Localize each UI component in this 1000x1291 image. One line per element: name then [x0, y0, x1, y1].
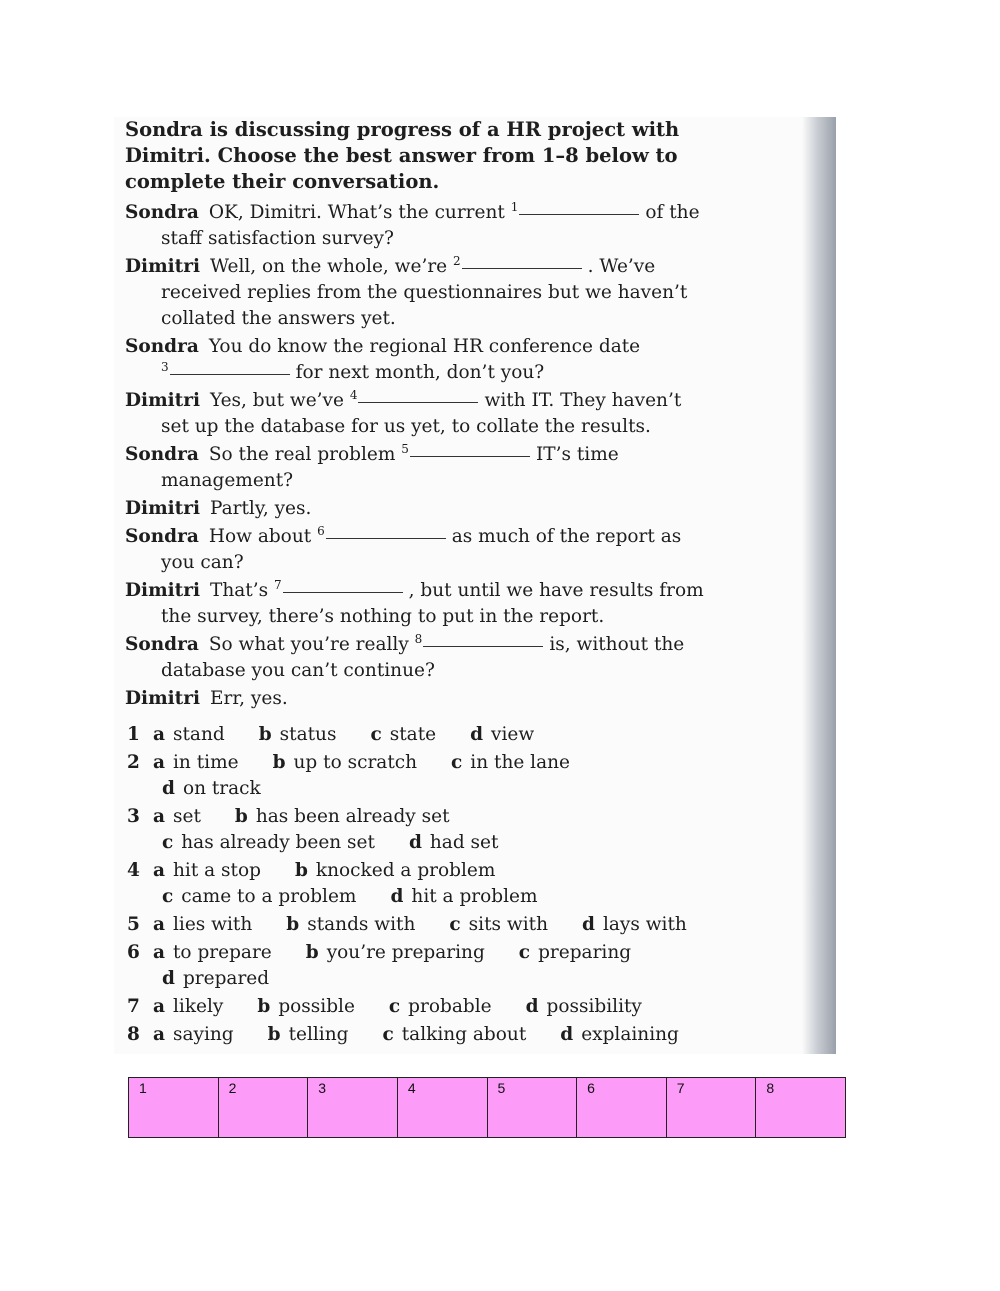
answer-gap[interactable]: [423, 645, 543, 647]
option-row-5: 5 a lies with b stands with c sits with d lays with: [127, 914, 687, 935]
choice-a[interactable]: a stand: [153, 724, 225, 745]
choice-a[interactable]: a hit a stop: [153, 860, 261, 881]
choice-b[interactable]: b you’re preparing: [305, 942, 485, 963]
option-row-3: 3 a set b has been already set c has already been set d had set: [127, 806, 499, 853]
speaker-name: Dimitri: [125, 390, 200, 411]
gap-number: 4: [349, 388, 358, 402]
choice-d[interactable]: d prepared: [162, 968, 270, 989]
gap-number: 7: [273, 578, 282, 592]
answer-cell-7[interactable]: [666, 1078, 756, 1138]
speaker-name: Sondra: [125, 634, 199, 655]
option-row-4: 4 a hit a stop b knocked a problem c came to a problem d hit a problem: [127, 860, 538, 907]
answer-table: [128, 1077, 846, 1138]
choice-c[interactable]: c state: [370, 724, 437, 745]
answer-cell-label: 1: [139, 1080, 147, 1096]
answer-gap[interactable]: [519, 213, 639, 215]
choice-b[interactable]: b stands with: [286, 914, 416, 935]
option-row-8: 8 a saying b telling c talking about d explaining: [127, 1024, 679, 1045]
speaker-name: Sondra: [125, 526, 199, 547]
choice-a[interactable]: a set: [153, 806, 201, 827]
option-row-1: 1 a stand b status c state d view: [127, 724, 535, 745]
answer-cell-1[interactable]: [129, 1078, 219, 1138]
choice-d[interactable]: d had set: [408, 832, 499, 853]
choice-d[interactable]: d on track: [162, 778, 261, 799]
answer-cell-label: 8: [766, 1080, 775, 1096]
dialogue-turn: Sondra How about $^6$ as much of the report as you can?: [125, 524, 682, 573]
choice-d[interactable]: d possibility: [525, 996, 642, 1017]
speaker-name: Dimitri: [125, 580, 200, 601]
answer-cell-label: 2: [228, 1080, 237, 1096]
choice-b[interactable]: b has been already set: [234, 806, 450, 827]
choice-a[interactable]: a in time: [153, 752, 239, 773]
answer-gap[interactable]: [283, 591, 403, 593]
choice-a[interactable]: a likely: [153, 996, 224, 1017]
answer-cell-5[interactable]: [487, 1078, 577, 1138]
instructions-line: Sondra is discussing progress of a HR project with: [125, 118, 680, 141]
gap-number: 1: [510, 200, 519, 214]
choice-c[interactable]: c came to a problem: [162, 886, 357, 907]
gap-number: 8: [414, 632, 423, 646]
answer-cell-8[interactable]: [756, 1078, 846, 1138]
choice-c[interactable]: c has already been set: [162, 832, 375, 853]
option-row-2: 2 a in time b up to scratch c in the lane d on track: [127, 752, 570, 799]
choice-d[interactable]: d lays with: [582, 914, 687, 935]
answer-gap[interactable]: [410, 455, 530, 457]
answer-cell-label: 5: [497, 1080, 506, 1096]
choice-b[interactable]: b up to scratch: [272, 752, 418, 773]
option-row-7: 7 a likely b possible c probable d possibility: [127, 996, 642, 1017]
dialogue-turn: Sondra OK, Dimitri. What’s the current $^1$ of the staff satisfaction survey?: [125, 200, 700, 249]
answer-gap[interactable]: [326, 537, 446, 539]
choice-b[interactable]: b possible: [257, 996, 355, 1017]
choice-c[interactable]: c probable: [388, 996, 492, 1017]
choice-c[interactable]: c talking about: [382, 1024, 527, 1045]
speaker-name: Dimitri: [125, 256, 200, 277]
gap-number: 2: [453, 254, 461, 268]
answer-cell-6[interactable]: [577, 1078, 667, 1138]
answer-row: [129, 1078, 846, 1138]
choice-d[interactable]: d hit a problem: [390, 886, 538, 907]
dialogue-turn: Dimitri Yes, but we’ve $^4$ with IT. They haven’t set up the database for us yet, to collate the results.: [125, 388, 682, 437]
dialogue-turn: Sondra So what you’re really $^8$ is, without the database you can’t continue?: [125, 632, 685, 681]
speaker-name: Dimitri: [125, 688, 200, 709]
answer-gap[interactable]: [170, 373, 290, 375]
gap-number: 6: [317, 524, 325, 538]
gap-number: 3: [161, 360, 169, 374]
choice-b[interactable]: b knocked a problem: [294, 860, 496, 881]
choice-c[interactable]: c sits with: [449, 914, 548, 935]
scanned-page: [114, 117, 836, 1054]
answer-cell-label: 7: [676, 1080, 685, 1096]
dialogue-turn: Sondra So the real problem $^5$ IT’s time management?: [125, 442, 619, 491]
answer-cell-4[interactable]: [397, 1078, 487, 1138]
answer-cell-label: 3: [318, 1080, 327, 1096]
answer-cell-2[interactable]: [218, 1078, 308, 1138]
dialogue-turn: Dimitri That’s $^7$ , but until we have results from the survey, there’s nothing to put in the report.: [125, 578, 704, 627]
answer-gap[interactable]: [462, 267, 582, 269]
choice-b[interactable]: b status: [258, 724, 337, 745]
instructions-line: complete their conversation.: [125, 170, 440, 193]
answer-cell-label: 6: [587, 1080, 595, 1096]
choice-d[interactable]: d explaining: [560, 1024, 679, 1045]
instructions: [125, 117, 815, 195]
choice-a[interactable]: a to prepare: [153, 942, 272, 963]
choice-b[interactable]: b telling: [267, 1024, 349, 1045]
dialogue-turn: Sondra You do know the regional HR conference date $^3$ for next month, don’t you?: [125, 336, 641, 383]
dialogue-turn: Dimitri Err, yes.: [125, 688, 288, 709]
dialogue-turn: Dimitri Partly, yes.: [125, 498, 312, 519]
gap-number: 5: [401, 442, 409, 456]
instructions-line: Dimitri. Choose the best answer from 1–8 below to: [125, 144, 678, 167]
choice-a[interactable]: a saying: [153, 1024, 234, 1045]
option-row-6: 6 a to prepare b you’re preparing c preparing d prepared: [127, 942, 632, 989]
answer-cell-3[interactable]: [308, 1078, 398, 1138]
choice-a[interactable]: a lies with: [153, 914, 253, 935]
speaker-name: Sondra: [125, 202, 199, 223]
answer-gap[interactable]: [358, 401, 478, 403]
speaker-name: Sondra: [125, 444, 199, 465]
speaker-name: Sondra: [125, 336, 199, 357]
dialogue-turn: Dimitri Well, on the whole, we’re $^2$ . We’ve received replies from the questionnaires but we haven’t collated the answers yet.: [125, 254, 688, 329]
choice-c[interactable]: c preparing: [518, 942, 632, 963]
choice-c[interactable]: c in the lane: [451, 752, 570, 773]
speaker-name: Dimitri: [125, 498, 200, 519]
answer-cell-label: 4: [407, 1080, 416, 1096]
choice-d[interactable]: d view: [470, 724, 535, 745]
